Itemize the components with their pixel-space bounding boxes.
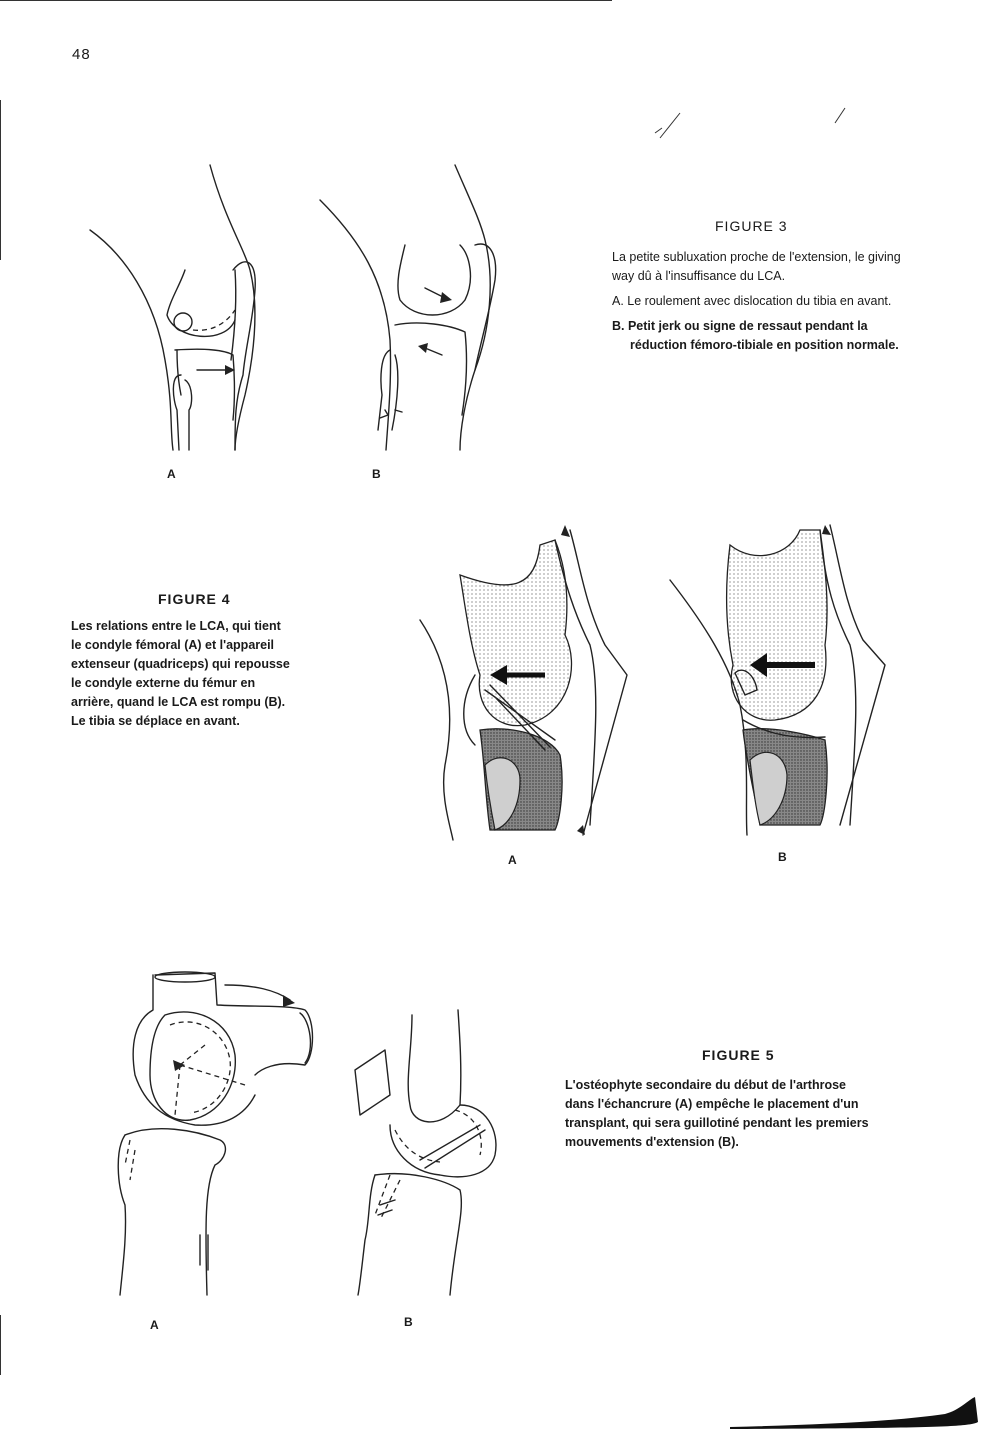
figure5-illustration-a (105, 965, 325, 1300)
figure5-caption-line: mouvements d'extension (B). (565, 1135, 739, 1149)
figure3-item-b: B. Petit jerk ou signe de ressaut pendant la réduction fémoro-tibiale en position normale. (612, 319, 899, 352)
figure4-caption-line: Le tibia se déplace en avant. (71, 714, 240, 728)
figure3-title: FIGURE 3 (715, 218, 788, 234)
figure4-caption-line: extenseur (quadriceps) qui repousse (71, 657, 290, 671)
figure4-label-b: B (778, 850, 787, 864)
left-margin-line-lower (0, 1315, 1, 1375)
figure4-caption-line: arrière, quand le LCA est rompu (B). (71, 695, 286, 709)
figure4-caption (71, 617, 371, 731)
top-border-line (0, 0, 612, 1)
figure3-label-a: A (167, 467, 176, 481)
figure5-caption-line: dans l'échancrure (A) empêche le placement d'un (565, 1097, 859, 1111)
figure3-illustration-a (85, 160, 275, 460)
figure5-label-b: B (404, 1315, 413, 1329)
figure3-illustration-b (300, 160, 520, 460)
page-number: 48 (72, 46, 91, 63)
figure4-title: FIGURE 4 (158, 591, 231, 607)
figure4-caption-line: le condyle fémoral (A) et l'appareil (71, 638, 275, 652)
figure3-caption (612, 248, 912, 361)
figure4-illustration-a (415, 525, 645, 845)
figure4-illustration-b (665, 525, 895, 845)
figure5-illustration-b (350, 1010, 520, 1300)
figure5-title: FIGURE 5 (702, 1047, 775, 1063)
figure5-label-a: A (150, 1318, 159, 1332)
figure5-caption-line: transplant, qui sera guillotiné pendant les premiers (565, 1116, 869, 1130)
figure3-item-a: A. Le roulement avec dislocation du tibia en avant. (612, 294, 892, 308)
scan-shadow-mark (730, 1392, 980, 1432)
figure5-caption-line: L'ostéophyte secondaire du début de l'arthrose (565, 1078, 846, 1092)
scan-mark-icon (650, 108, 850, 148)
figure4-caption-line: Les relations entre le LCA, qui tient (71, 619, 281, 633)
figure4-caption-line: le condyle externe du fémur en (71, 676, 256, 690)
figure3-intro: La petite subluxation proche de l'extension, le giving way dû à l'insuffisance du LCA. (612, 250, 901, 283)
figure5-caption (565, 1076, 945, 1152)
left-margin-line (0, 100, 1, 260)
figure4-label-a: A (508, 853, 517, 867)
figure3-label-b: B (372, 467, 381, 481)
